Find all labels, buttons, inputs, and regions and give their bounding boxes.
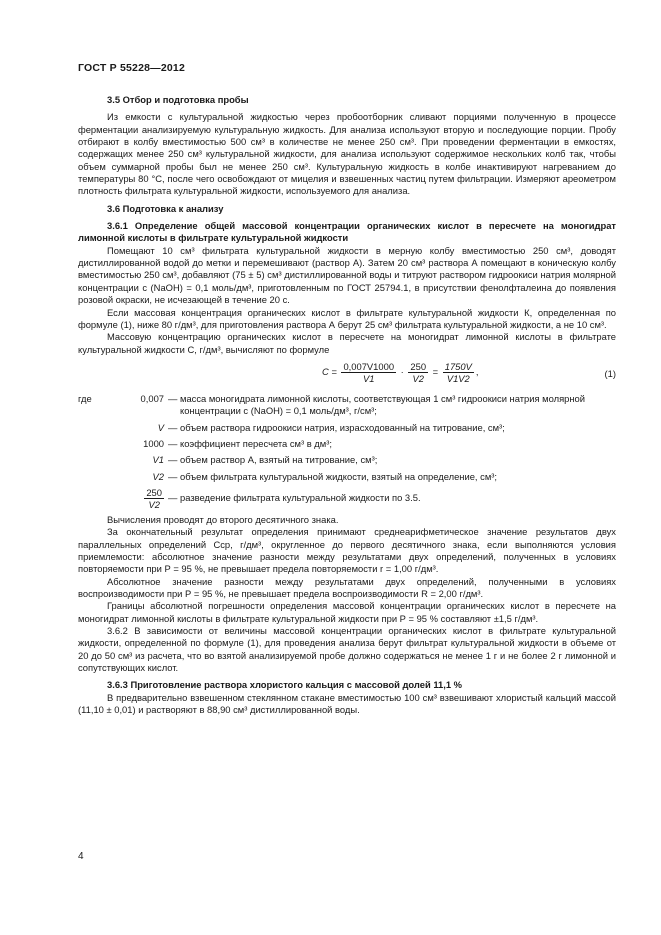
section-3-6-3-paragraph: В предварительно взвешенном стеклянном стакане вместимостью 100 см³ взвешивают хлористый кальций массой (11,10 ± 0,01) и растворяют в 88,90 см³ дистиллированной воды. (78, 691, 616, 716)
definition-row: $\frac{250}{V2}$ — разведение фильтрата культуральной жидкости по 3.5. (78, 487, 616, 510)
formula-equals: = (432, 365, 439, 377)
section-3-6-1-title: 3.6.1 Определение общей массовой концентрации органических кислот в пересчете на моногидрат лимонной кислоты в фильтрате культуральной жидкости (78, 220, 616, 244)
section-3-6-1-paragraph-1: Помещают 10 см³ фильтрата культуральной жидкости в мерную колбу вместимостью 250 см³, доводят дистиллированной водой до метки и перемешивают (раствор А). Затем 20 см³ раствора А помещают в коническую колбу вместимостью 250 см³, добавляют (75 ± 5) см³ дистиллированной воды и титруют раствором гидроокиси натрия молярной концентрации с (NaOH) = 0,1 моль/дм³, приготовленным по ГОСТ 25794.1, в присутствии фенолфталеина до появления розовой окраски, не исчезающей в течение 20 с. (78, 244, 616, 306)
section-3-6-3-title: 3.6.3 Приготовление раствора хлористого кальция с массовой долей 11,1 % (107, 679, 463, 691)
section-3-5-title: 3.5 Отбор и подготовка пробы (107, 94, 249, 105)
definition-row: где 0,007 — масса моногидрата лимонной кислоты, соответствующая 1 см³ гидроокиси натрия молярной концентрации с (NaOH) = 0,1 моль/дм³, г/см³; (78, 393, 616, 418)
paragraph-error-bounds: Границы абсолютной погрешности определения массовой концентрации органических кислот в пересчете на моногидрат лимонной кислоты в фильтрате культуральной жидкости при Р = 95 % составляют ±1,5 г/дм³. (78, 600, 616, 624)
section-3-5-paragraph: Из емкости с культуральной жидкостью через пробоотборник сливают порциями полученную в процессе ферментации анализируемую культуральную жидкость. Для анализа используют вторую и последующие порции. Пробу отбирают в колбу вместимостью 500 см³ в количестве не менее 250 см³. При проведении ферментации в емкостях, содержащих менее 250 см³ культуральной жидкости, для анализа используют содержимое нескольких колб так, чтобы объем суммарной пробы был не менее 250 см³. Культуральную жидкость в колбе инактивируют нагреванием до температуры 80 °С, после чего освобождают от мицелия и взвешенных частиц путем фильтрации. Измеряют ареометром плотность фильтрата культуральной жидкости, используемого для анализа. (78, 111, 616, 197)
formula-fraction-2-numerator: 250 (410, 360, 427, 372)
section-3-6-2-paragraph: 3.6.2 В зависимости от величины массовой концентрации органических кислот в фильтрате культуральной жидкости, определенной по формуле (1), для проведения анализа берут фильтрат культуральной жидкости в объеме от 20 до 50 см³ из расчета, что во взятой анализируемой пробе должно содержаться не менее 1 г и не более 2 г лимонной и сопутствующих кислот. (78, 625, 616, 674)
section-3-6-title: 3.6 Подготовка к анализу (107, 202, 224, 214)
definition-row: V1 — объем раствор А, взятый на титрование, см³; (78, 454, 616, 466)
definition-where: где (78, 392, 92, 404)
formula-comma: , (475, 365, 479, 377)
formula-fraction-2-denominator: V2 (412, 372, 424, 384)
definition-symbol: 1000 (143, 437, 164, 449)
document-code-header: ГОСТ Р 55228—2012 (78, 62, 186, 74)
definition-row: V2 — объем фильтрата культуральной жидкости, взятый на определение, см³; (78, 471, 616, 483)
formula-fraction-3-denominator: V1V2 (446, 372, 470, 384)
formula-1 (78, 359, 616, 389)
page-number: 4 (78, 851, 84, 862)
definition-row: 1000 — коэффициент пересчета см³ в дм³; (78, 438, 616, 450)
definition-text: объем раствора гидроокиси натрия, израсходованный на титрование, см³; (180, 421, 505, 433)
definition-symbol: где 0,007 (78, 392, 164, 404)
paragraph-calculations: Вычисления проводят до второго десятичного знака. (107, 513, 339, 525)
definition-symbol: V1 (152, 454, 164, 466)
definition-row: V — объем раствора гидроокиси натрия, израсходованный на титрование, см³; (78, 422, 616, 434)
formula-lhs: C = (322, 365, 337, 377)
definition-symbol: $\frac{250}{V2}$ (146, 486, 162, 510)
formula-definitions (78, 393, 616, 510)
formula-fraction-1 (341, 361, 396, 384)
definition-text: объем раствор А, взятый на титрование, см³; (180, 454, 378, 466)
paragraph-final-result: За окончательный результат определения принимают среднеарифметическое значение результатов двух параллельных определений Сср, г/дм³, округленное до первого десятичного знака, если выполняются условия приемлемости: абсолютное значение разности между результатами двух определений, полученных в условиях повторяемости при Р = 95 %, не превышает предела повторяемости r = 1,00 г/дм³. (78, 526, 616, 575)
definition-text: разведение фильтрата культуральной жидкости по 3.5. (180, 492, 421, 504)
formula-fraction-3 (443, 361, 474, 384)
page-body (78, 94, 616, 716)
formula-multiply-dot: · (400, 365, 404, 377)
formula-fraction-1-denominator: V1 (363, 372, 375, 384)
formula-fraction-3-numerator: 1750V (444, 360, 472, 372)
formula-number: (1) (604, 367, 616, 379)
definition-text: масса моногидрата лимонной кислоты, соответствующая 1 см³ гидроокиси натрия молярной концентрации с (NaOH) = 0,1 моль/дм³, г/см³; (180, 392, 586, 417)
definition-symbol: V (157, 421, 164, 433)
formula-fraction-1-numerator: 0,007V1000 (343, 360, 395, 372)
definition-text: объем фильтрата культуральной жидкости, взятый на определение, см³; (180, 470, 498, 482)
formula-fraction-2 (408, 361, 428, 384)
section-3-6-1-paragraph-3: Массовую концентрацию органических кислот в пересчете на моногидрат лимонной кислоты в фильтрате культуральной жидкости С, г/дм³, вычисляют по формуле (78, 331, 616, 355)
section-3-6-1-paragraph-2: Если массовая концентрация органических кислот в фильтрате культуральной жидкости К, определенная по формуле (1), ниже 80 г/дм³, для приготовления раствора А берут 25 см³ фильтрата культуральной жидкости, а не 10 см³. (78, 306, 616, 330)
definition-text: коэффициент пересчета см³ в дм³; (180, 437, 332, 449)
definition-symbol: V2 (152, 470, 164, 482)
paragraph-reproducibility: Абсолютное значение разности между результатами двух определений, полученными в условиях воспроизводимости при Р = 95 %, не превышает предела воспроизводимости R = 2,00 г/дм³. (78, 575, 616, 599)
